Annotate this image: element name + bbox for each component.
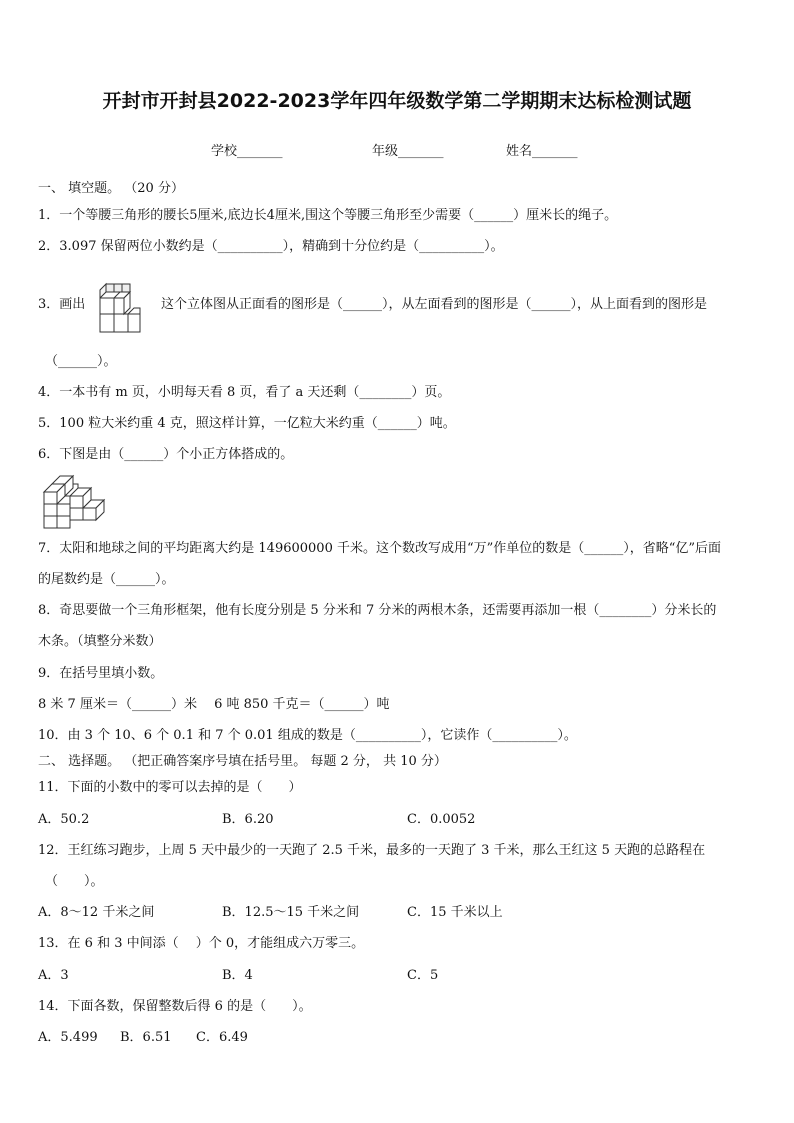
grade-field: 年级_______ [372,144,444,159]
cube-figure-3 [97,282,143,334]
question-13: 13．在 6 和 3 中间添（ ）个 0，才能组成六万零三。 [38,936,365,951]
question-12-line2: （ ）。 [45,874,104,889]
question-12-line1: 12．王红练习跑步，上周 5 天中最少的一天跑了 2.5 千米，最多的一天跑了 3 千米，那么王红这 5 天跑的总路程在 [38,843,706,858]
question-12-option-a: A．8～12 千米之间 [38,905,155,920]
cube-figure-6 [40,474,110,530]
question-7-line2: 的尾数约是（______）。 [38,572,175,587]
question-8-line2: 木条。（填整分米数） [38,634,162,649]
question-11: 11．下面的小数中的零可以去掉的是（ ） [38,780,302,795]
question-14-option-b: B．6.51 [120,1030,172,1045]
question-7-line1: 7．太阳和地球之间的平均距离大约是 149600000 千米。这个数改写成用“万”作单位的数是（______），省略“亿”后面 [38,541,722,556]
section-choice-heading: 二、 选择题。 （把正确答案序号填在括号里。 每题 2 分， 共 10 分） [38,754,447,769]
school-field: 学校_______ [211,144,283,159]
question-11-option-c: C．0.0052 [407,812,476,827]
page-title: 开封市开封县2022-2023学年四年级数学第二学期期末达标检测试题 [102,90,692,112]
name-field: 姓名_______ [506,144,578,159]
question-13-option-c: C．5 [407,968,439,983]
question-14-option-c: C．6.49 [196,1030,248,1045]
question-14: 14．下面各数，保留整数后得 6 的是（ ）。 [38,999,312,1014]
question-11-option-b: B．6.20 [222,812,274,827]
question-1: 1．一个等腰三角形的腰长5厘米,底边长4厘米,围这个等腰三角形至少需要（______）厘米长的绳子。 [38,208,618,223]
question-9: 9．在括号里填小数。 [38,666,164,681]
question-13-option-a: A．3 [38,968,69,983]
question-6: 6．下图是由（______）个小正方体搭成的。 [38,447,294,462]
question-4: 4．一本书有 m 页，小明每天看 8 页，看了 a 天还剩（________）页。 [38,385,451,400]
question-13-option-b: B．4 [222,968,253,983]
question-3-prefix: 3．画出 [38,297,86,312]
question-14-option-a: A．5.499 [38,1030,98,1045]
section-fill-blank-heading: 一、 填空题。 （20 分） [38,181,184,196]
question-5: 5．100 粒大米约重 4 克，照这样计算，一亿粒大米约重（______）吨。 [38,416,456,431]
question-3-continued: （______）。 [45,354,117,369]
question-12-option-b: B．12.5～15 千米之间 [222,905,360,920]
question-8-line1: 8．奇思要做一个三角形框架，他有长度分别是 5 分米和 7 分米的两根木条，还需要再添加一根（________）分米长的 [38,603,717,618]
question-3-text: 这个立体图从正面看的图形是（______），从左面看到的图形是（______），从上面看到的图形是 [161,297,708,312]
question-10: 10．由 3 个 10、6 个 0.1 和 7 个 0.01 组成的数是（__________），它读作（__________）。 [38,728,577,743]
question-9-items: 8 米 7 厘米＝（______）米 6 吨 850 千克＝（______）吨 [38,697,390,712]
question-2: 2．3.097 保留两位小数约是（__________），精确到十分位约是（__________）。 [38,239,504,254]
question-11-option-a: A．50.2 [38,812,90,827]
question-12-option-c: C．15 千米以上 [407,905,503,920]
